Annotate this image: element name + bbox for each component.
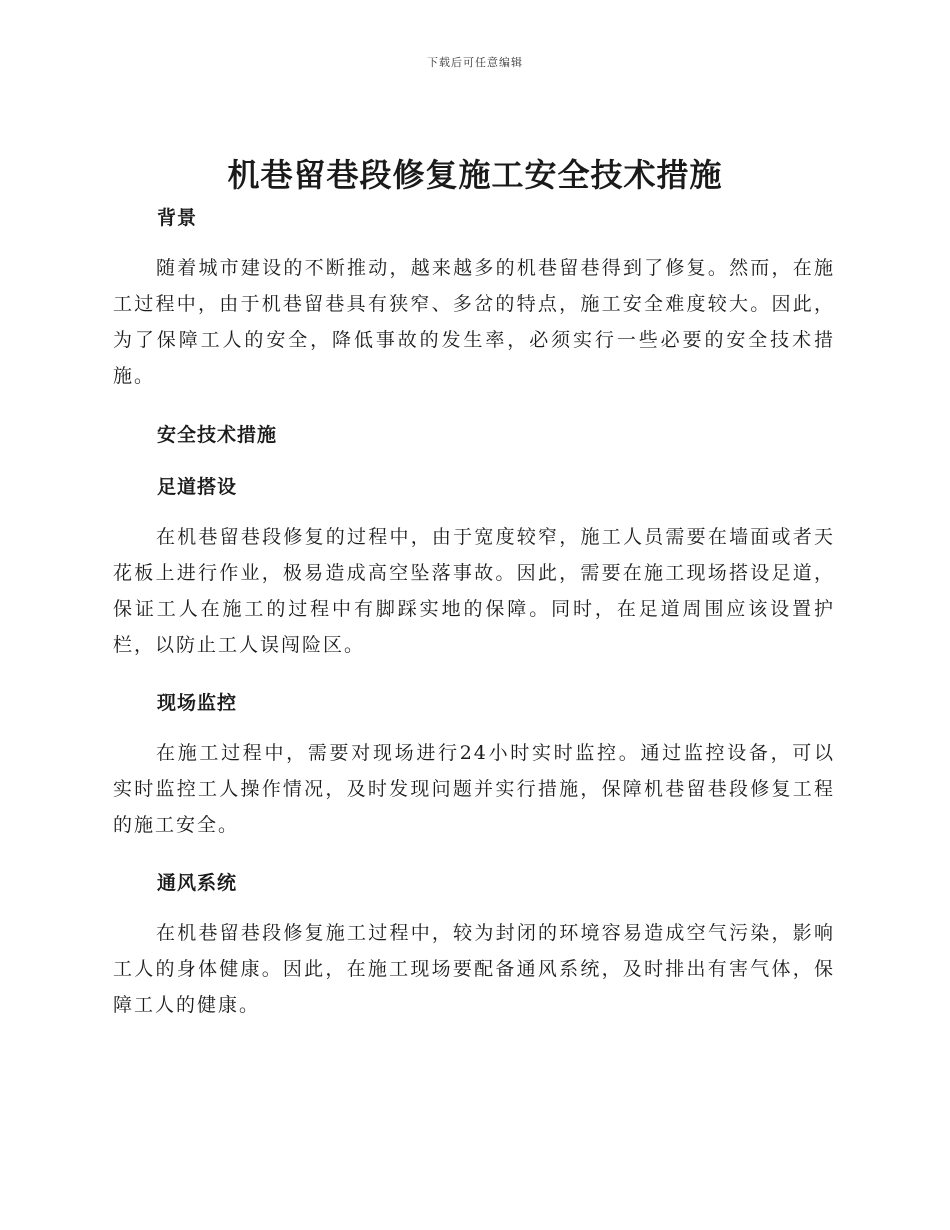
section-heading-footway: 足道搭设 xyxy=(157,476,238,498)
section-heading-safety-measures: 安全技术措施 xyxy=(157,424,278,446)
section-paragraph-monitoring: 在施工过程中，需要对现场进行24小时实时监控。通过监控设备，可以实时监控工人操作情况，及时发现问题并实行措施，保障机巷留巷段修复工程的施工安全。 xyxy=(113,742,835,836)
section-paragraph-ventilation: 在机巷留巷段修复施工过程中，较为封闭的环境容易造成空气污染，影响工人的身体健康。因此，在施工现场要配备通风系统，及时排出有害气体，保障工人的健康。 xyxy=(113,922,835,1016)
section-heading-ventilation: 通风系统 xyxy=(157,872,238,894)
section-paragraph-background: 随着城市建设的不断推动，越来越多的机巷留巷得到了修复。然而，在施工过程中，由于机巷留巷具有狭窄、多岔的特点，施工安全难度较大。因此，为了保障工人的安全，降低事故的发生率，必须实行一些必要的安全技术措施。 xyxy=(113,257,835,387)
section-heading-background: 背景 xyxy=(157,207,198,229)
header-note: 下载后可任意编辑 xyxy=(427,56,523,69)
section-paragraph-footway: 在机巷留巷段修复的过程中，由于宽度较窄，施工人员需要在墙面或者天花板上进行作业，极易造成高空坠落事故。因此，需要在施工现场搭设足道，保证工人在施工的过程中有脚踩实地的保障。同时，在足道周围应该设置护栏，以防止工人误闯险区。 xyxy=(113,526,835,656)
section-heading-monitoring: 现场监控 xyxy=(157,692,238,714)
document-title: 机巷留巷段修复施工安全技术措施 xyxy=(227,156,723,194)
